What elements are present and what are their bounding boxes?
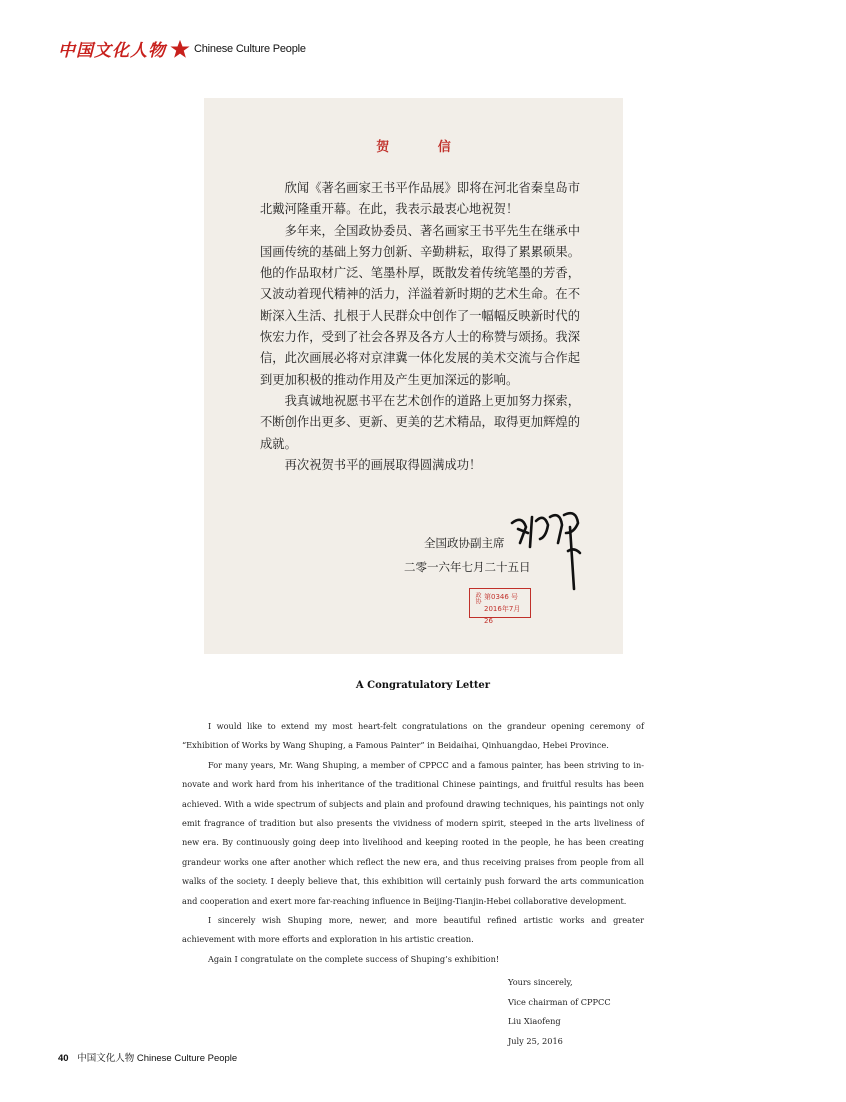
page-number: 40	[58, 1053, 69, 1064]
letter-paragraph: 再次祝贺书平的画展取得圆满成功！	[284, 457, 482, 472]
signer-title: 全国政协副主席	[424, 536, 505, 550]
english-paragraph: I would like to extend my most heart-felt congratulations on the grandeur opening ceremony of “Exhibition of Works by Wang Shuping, a Famous Painter” in Beidaihai, Qinhuangdao, Hebei Province.	[182, 721, 644, 751]
registration-stamp	[469, 588, 531, 625]
stamp-number: 第0346 号	[484, 593, 519, 601]
brand-en-title: Chinese Culture People	[194, 42, 306, 55]
footer-text: 中国文化人物 Chinese Culture People	[77, 1053, 238, 1064]
star-icon	[170, 39, 190, 59]
closing-line: Vice chairman of CPPCC	[508, 996, 611, 1007]
stamp-side-text: 政协	[474, 592, 481, 604]
closing-line: July 25, 2016	[508, 1035, 563, 1046]
closing-line: Yours sincerely,	[508, 977, 573, 987]
english-title: A Congratulatory Letter	[355, 680, 491, 691]
letter-title: 贺 信	[376, 140, 473, 155]
english-body	[182, 717, 644, 969]
letter-scan	[204, 98, 623, 654]
handwritten-signature	[504, 503, 594, 593]
letter-date: 二零一六年七月二十五日	[404, 560, 531, 574]
english-closing	[508, 973, 611, 1051]
magazine-header	[58, 36, 306, 61]
letter-paragraph: 我真诚地祝愿书平在艺术创作的道路上更加努力探索，不断创作出更多、更新、更美的艺术精品，取得更加辉煌的成就。	[260, 393, 580, 451]
english-paragraph: I sincerely wish Shuping more, newer, and more beautiful refined artistic works and greater achievement with more efforts and exploration in his artistic creation.	[182, 915, 644, 945]
letter-paragraph: 欣闻《著名画家王书平作品展》即将在河北省秦皇岛市北戴河隆重开幕。在此，我表示最衷心地祝贺！	[260, 181, 580, 217]
brand-cn-title: 中国文化人物	[58, 41, 166, 61]
letter-body	[260, 178, 580, 476]
stamp-date: 2016年7月26	[484, 605, 521, 625]
letter-paragraph: 多年来，全国政协委员、著名画家王书平先生在继承中国画传统的基础上努力创新、辛勤耕耘，取得了累累硕果。他的作品取材广泛、笔墨朴厚，既散发着传统笔墨的芳香，又波动着现代精神的活力，洋溢着新时期的艺术生命。在不断深入生活、扎根于人民群众中创作了一幅幅反映新时代的恢宏力作，受到了社会各界及各方人士的称赞与颂扬。我深信，此次画展必将对京津冀一体化发展的美术交流与合作起到更加积极的推动作用及产生更加深远的影响。	[260, 223, 580, 387]
closing-line: Liu Xiaofeng	[508, 1016, 561, 1027]
page-footer	[58, 1050, 237, 1064]
english-paragraph: Again I congratulate on the complete success of Shuping’s exhibition!	[208, 953, 500, 964]
english-paragraph: For many years, Mr. Wang Shuping, a member of CPPCC and a famous painter, has been striving to in-novate and work hard from his inheritance of the traditional Chinese paintings, and fruitful results has been achieved. With a wide spectrum of subjects and plain and profound drawing techniques, his paintings not only emit fragrance of tradition but also presents the vividness of modern spirit, steeped in the arts liveliness of new era. By continuously going deep into livelihood and keeping rooted in the people, he has been creating grandeur works one after another which reflect the new era, and thus receiving praises from people from all walks of the society. I deeply believe that, this exhibition will certainly push forward the arts communication and cooperation and exert more far-reaching influence in Beijing-Tianjin-Hebei collaborative development.	[182, 759, 644, 906]
